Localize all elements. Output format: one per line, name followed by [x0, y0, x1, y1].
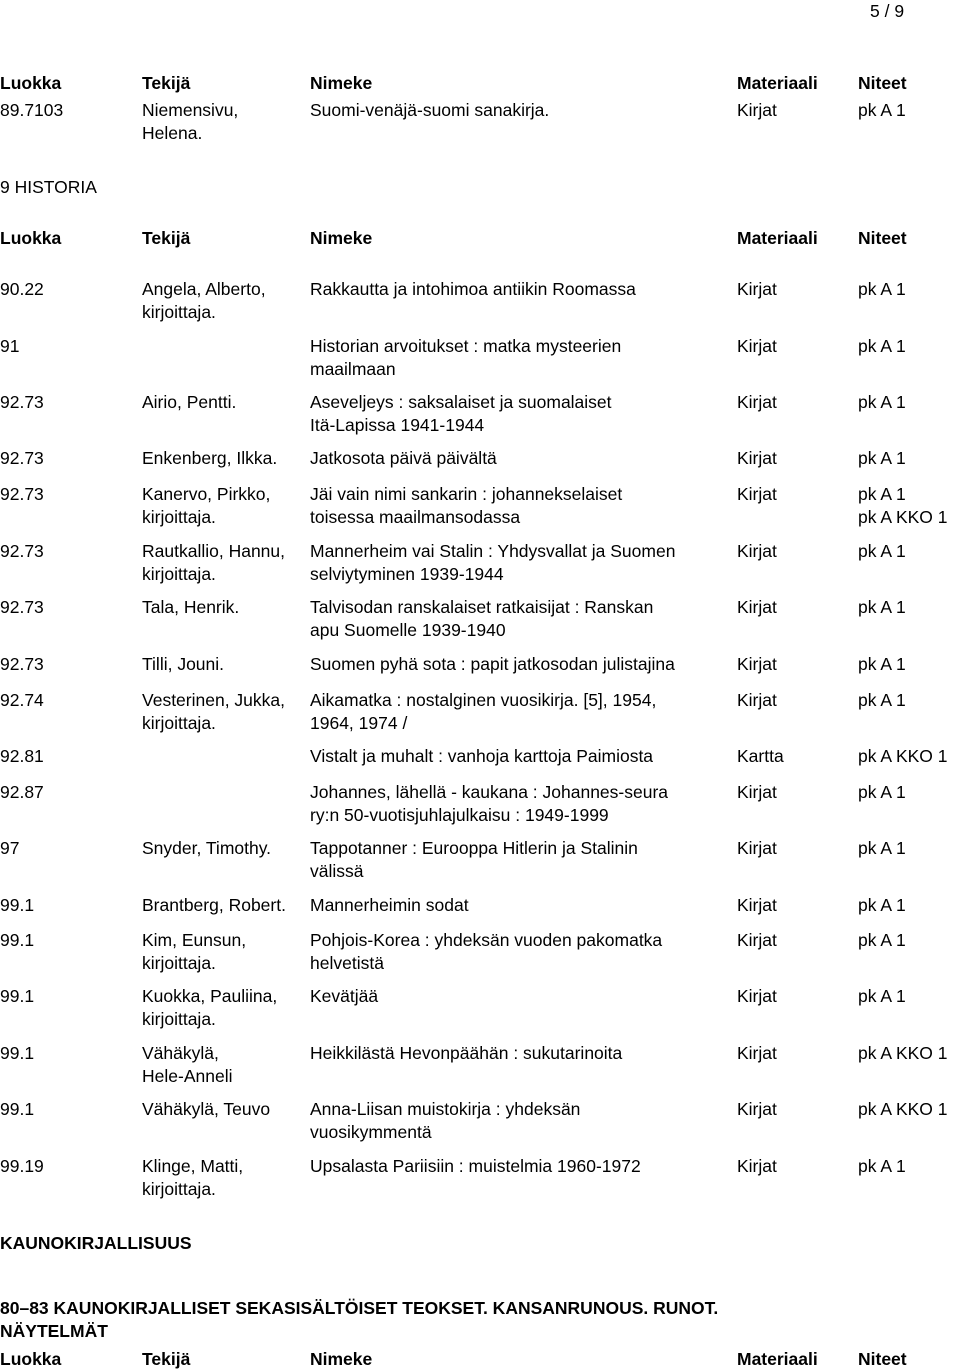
material: Kirjat: [737, 392, 777, 412]
table-header: [0, 227, 960, 250]
title-line: Talvisodan ranskalaiset ratkaisijat : Ranskan: [310, 597, 654, 617]
copies-line: pk A KKO 1: [858, 507, 948, 527]
class-number: 99.1: [0, 1099, 35, 1119]
table-header: [0, 72, 960, 95]
author-line: Vähäkylä, Teuvo: [142, 1099, 271, 1119]
class-number: 99.1: [0, 986, 35, 1006]
material: Kartta: [737, 746, 784, 766]
copies-line: pk A 1: [858, 336, 906, 356]
author-line: Kanervo, Pirkko,: [142, 484, 271, 504]
class-number: 99.19: [0, 1156, 44, 1176]
material: Kirjat: [737, 448, 777, 468]
title-line: apu Suomelle 1939-1940: [310, 620, 506, 640]
title-line: Jatkosota päivä päivältä: [310, 448, 497, 468]
author-line: kirjoittaja.: [142, 302, 216, 322]
title-line: toisessa maailmansodassa: [310, 507, 521, 527]
title-line: Kevätjää: [310, 986, 379, 1006]
header-title: Nimeke: [310, 1349, 373, 1369]
header-title: Nimeke: [310, 73, 373, 93]
title-line: Pohjois-Korea : yhdeksän vuoden pakomatka: [310, 930, 663, 950]
header-class: Luokka: [0, 73, 62, 93]
author-line: Helena.: [142, 123, 203, 143]
class-number: 92.81: [0, 746, 44, 766]
title-line: Tappotanner : Eurooppa Hitlerin ja Stalinin: [310, 838, 638, 858]
material: Kirjat: [737, 597, 777, 617]
author-line: Kuokka, Pauliina,: [142, 986, 278, 1006]
author-line: kirjoittaja.: [142, 713, 216, 733]
author-line: Niemensivu,: [142, 100, 239, 120]
table-header: [0, 1348, 960, 1371]
title-line: ry:n 50-vuotisjuhlajulkaisu : 1949-1999: [310, 805, 609, 825]
header-author: Tekijä: [142, 1349, 191, 1369]
author-line: Vesterinen, Jukka,: [142, 690, 285, 710]
author-line: Hele-Anneli: [142, 1066, 233, 1086]
section-heading-fiction: KAUNOKIRJALLISUUS: [0, 1233, 192, 1253]
material: Kirjat: [737, 1043, 777, 1063]
class-number: 89.7103: [0, 100, 64, 120]
class-number: 92.74: [0, 690, 44, 710]
material: Kirjat: [737, 279, 777, 299]
title-line: Suomen pyhä sota : papit jatkosodan julistajina: [310, 654, 675, 674]
header-copies: Niteet: [858, 228, 907, 248]
material: Kirjat: [737, 541, 777, 561]
copies-line: pk A 1: [858, 279, 906, 299]
copies-line: pk A KKO 1: [858, 1099, 948, 1119]
header-material: Materiaali: [737, 228, 818, 248]
class-number: 92.73: [0, 484, 44, 504]
author-line: kirjoittaja.: [142, 507, 216, 527]
class-number: 92.73: [0, 448, 44, 468]
material: Kirjat: [737, 690, 777, 710]
author-line: kirjoittaja.: [142, 564, 216, 584]
copies-line: pk A KKO 1: [858, 1043, 948, 1063]
class-number: 99.1: [0, 895, 35, 915]
material: Kirjat: [737, 336, 777, 356]
title-line: vuosikymmentä: [310, 1122, 432, 1142]
copies-line: pk A 1: [858, 838, 906, 858]
material: Kirjat: [737, 782, 777, 802]
class-number: 97: [0, 838, 20, 858]
subsection-heading-line-2: NÄYTELMÄT: [0, 1321, 108, 1341]
page-number: 5 / 9: [870, 1, 905, 21]
copies-line: pk A 1: [858, 895, 906, 915]
copies-line: pk A 1: [858, 782, 906, 802]
material: Kirjat: [737, 100, 777, 120]
copies-line: pk A 1: [858, 100, 906, 120]
header-copies: Niteet: [858, 1349, 907, 1369]
copies-line: pk A KKO 1: [858, 746, 948, 766]
material: Kirjat: [737, 986, 777, 1006]
header-material: Materiaali: [737, 73, 818, 93]
title-line: helvetistä: [310, 953, 384, 973]
copies-line: pk A 1: [858, 484, 906, 504]
copies-line: pk A 1: [858, 448, 906, 468]
author-line: Brantberg, Robert.: [142, 895, 286, 915]
material: Kirjat: [737, 1156, 777, 1176]
material: Kirjat: [737, 654, 777, 674]
author-line: Klinge, Matti,: [142, 1156, 244, 1176]
class-number: 92.73: [0, 654, 44, 674]
copies-line: pk A 1: [858, 986, 906, 1006]
header-author: Tekijä: [142, 73, 191, 93]
copies-line: pk A 1: [858, 654, 906, 674]
header-class: Luokka: [0, 1349, 62, 1369]
title-line: Vistalt ja muhalt : vanhoja karttoja Paimiosta: [310, 746, 654, 766]
subsection-heading-line-1: 80–83 KAUNOKIRJALLISET SEKASISÄLTÖISET TEOKSET. KANSANRUNOUS. RUNOT.: [0, 1298, 719, 1318]
author-line: Angela, Alberto,: [142, 279, 266, 299]
author-line: Tilli, Jouni.: [142, 654, 225, 674]
title-line: Anna-Liisan muistokirja : yhdeksän: [310, 1099, 581, 1119]
copies-line: pk A 1: [858, 597, 906, 617]
author-line: kirjoittaja.: [142, 1009, 216, 1029]
material: Kirjat: [737, 838, 777, 858]
copies-line: pk A 1: [858, 1156, 906, 1176]
class-number: 92.87: [0, 782, 44, 802]
title-line: Itä-Lapissa 1941-1944: [310, 415, 485, 435]
title-line: selviytyminen 1939-1944: [310, 564, 504, 584]
header-class: Luokka: [0, 228, 62, 248]
title-line: välissä: [310, 861, 364, 881]
author-line: Airio, Pentti.: [142, 392, 237, 412]
header-copies: Niteet: [858, 73, 907, 93]
title-line: 1964, 1974 /: [310, 713, 408, 733]
class-number: 99.1: [0, 1043, 35, 1063]
author-line: Enkenberg, Ilkka.: [142, 448, 278, 468]
class-number: 92.73: [0, 597, 44, 617]
title-line: Aseveljeys : saksalaiset ja suomalaiset: [310, 392, 612, 412]
title-line: Aikamatka : nostalginen vuosikirja. [5], 1954,: [310, 690, 657, 710]
author-line: Tala, Henrik.: [142, 597, 240, 617]
class-number: 92.73: [0, 392, 44, 412]
class-number: 90.22: [0, 279, 44, 299]
title-line: Heikkilästä Hevonpäähän : sukutarinoita: [310, 1043, 623, 1063]
header-material: Materiaali: [737, 1349, 818, 1369]
copies-line: pk A 1: [858, 930, 906, 950]
section-heading-history: 9 HISTORIA: [0, 177, 97, 197]
title-line: Suomi-venäjä-suomi sanakirja.: [310, 100, 550, 120]
title-line: maailmaan: [310, 359, 396, 379]
author-line: Rautkallio, Hannu,: [142, 541, 285, 561]
author-line: Snyder, Timothy.: [142, 838, 272, 858]
class-number: 91: [0, 336, 20, 356]
author-line: Kim, Eunsun,: [142, 930, 247, 950]
title-line: Historian arvoitukset : matka mysteerien: [310, 336, 622, 356]
title-line: Mannerheimin sodat: [310, 895, 469, 915]
header-author: Tekijä: [142, 228, 191, 248]
material: Kirjat: [737, 484, 777, 504]
class-number: 99.1: [0, 930, 35, 950]
copies-line: pk A 1: [858, 392, 906, 412]
title-line: Jäi vain nimi sankarin : johannekselaiset: [310, 484, 623, 504]
material: Kirjat: [737, 930, 777, 950]
author-line: Vähäkylä,: [142, 1043, 219, 1063]
author-line: kirjoittaja.: [142, 1179, 216, 1199]
class-number: 92.73: [0, 541, 44, 561]
header-title: Nimeke: [310, 228, 373, 248]
material: Kirjat: [737, 895, 777, 915]
material: Kirjat: [737, 1099, 777, 1119]
copies-line: pk A 1: [858, 690, 906, 710]
title-line: Upsalasta Pariisiin : muistelmia 1960-1972: [310, 1156, 641, 1176]
title-line: Johannes, lähellä - kaukana : Johannes-seura: [310, 782, 669, 802]
author-line: kirjoittaja.: [142, 953, 216, 973]
title-line: Rakkautta ja intohimoa antiikin Roomassa: [310, 279, 636, 299]
title-line: Mannerheim vai Stalin : Yhdysvallat ja Suomen: [310, 541, 676, 561]
copies-line: pk A 1: [858, 541, 906, 561]
